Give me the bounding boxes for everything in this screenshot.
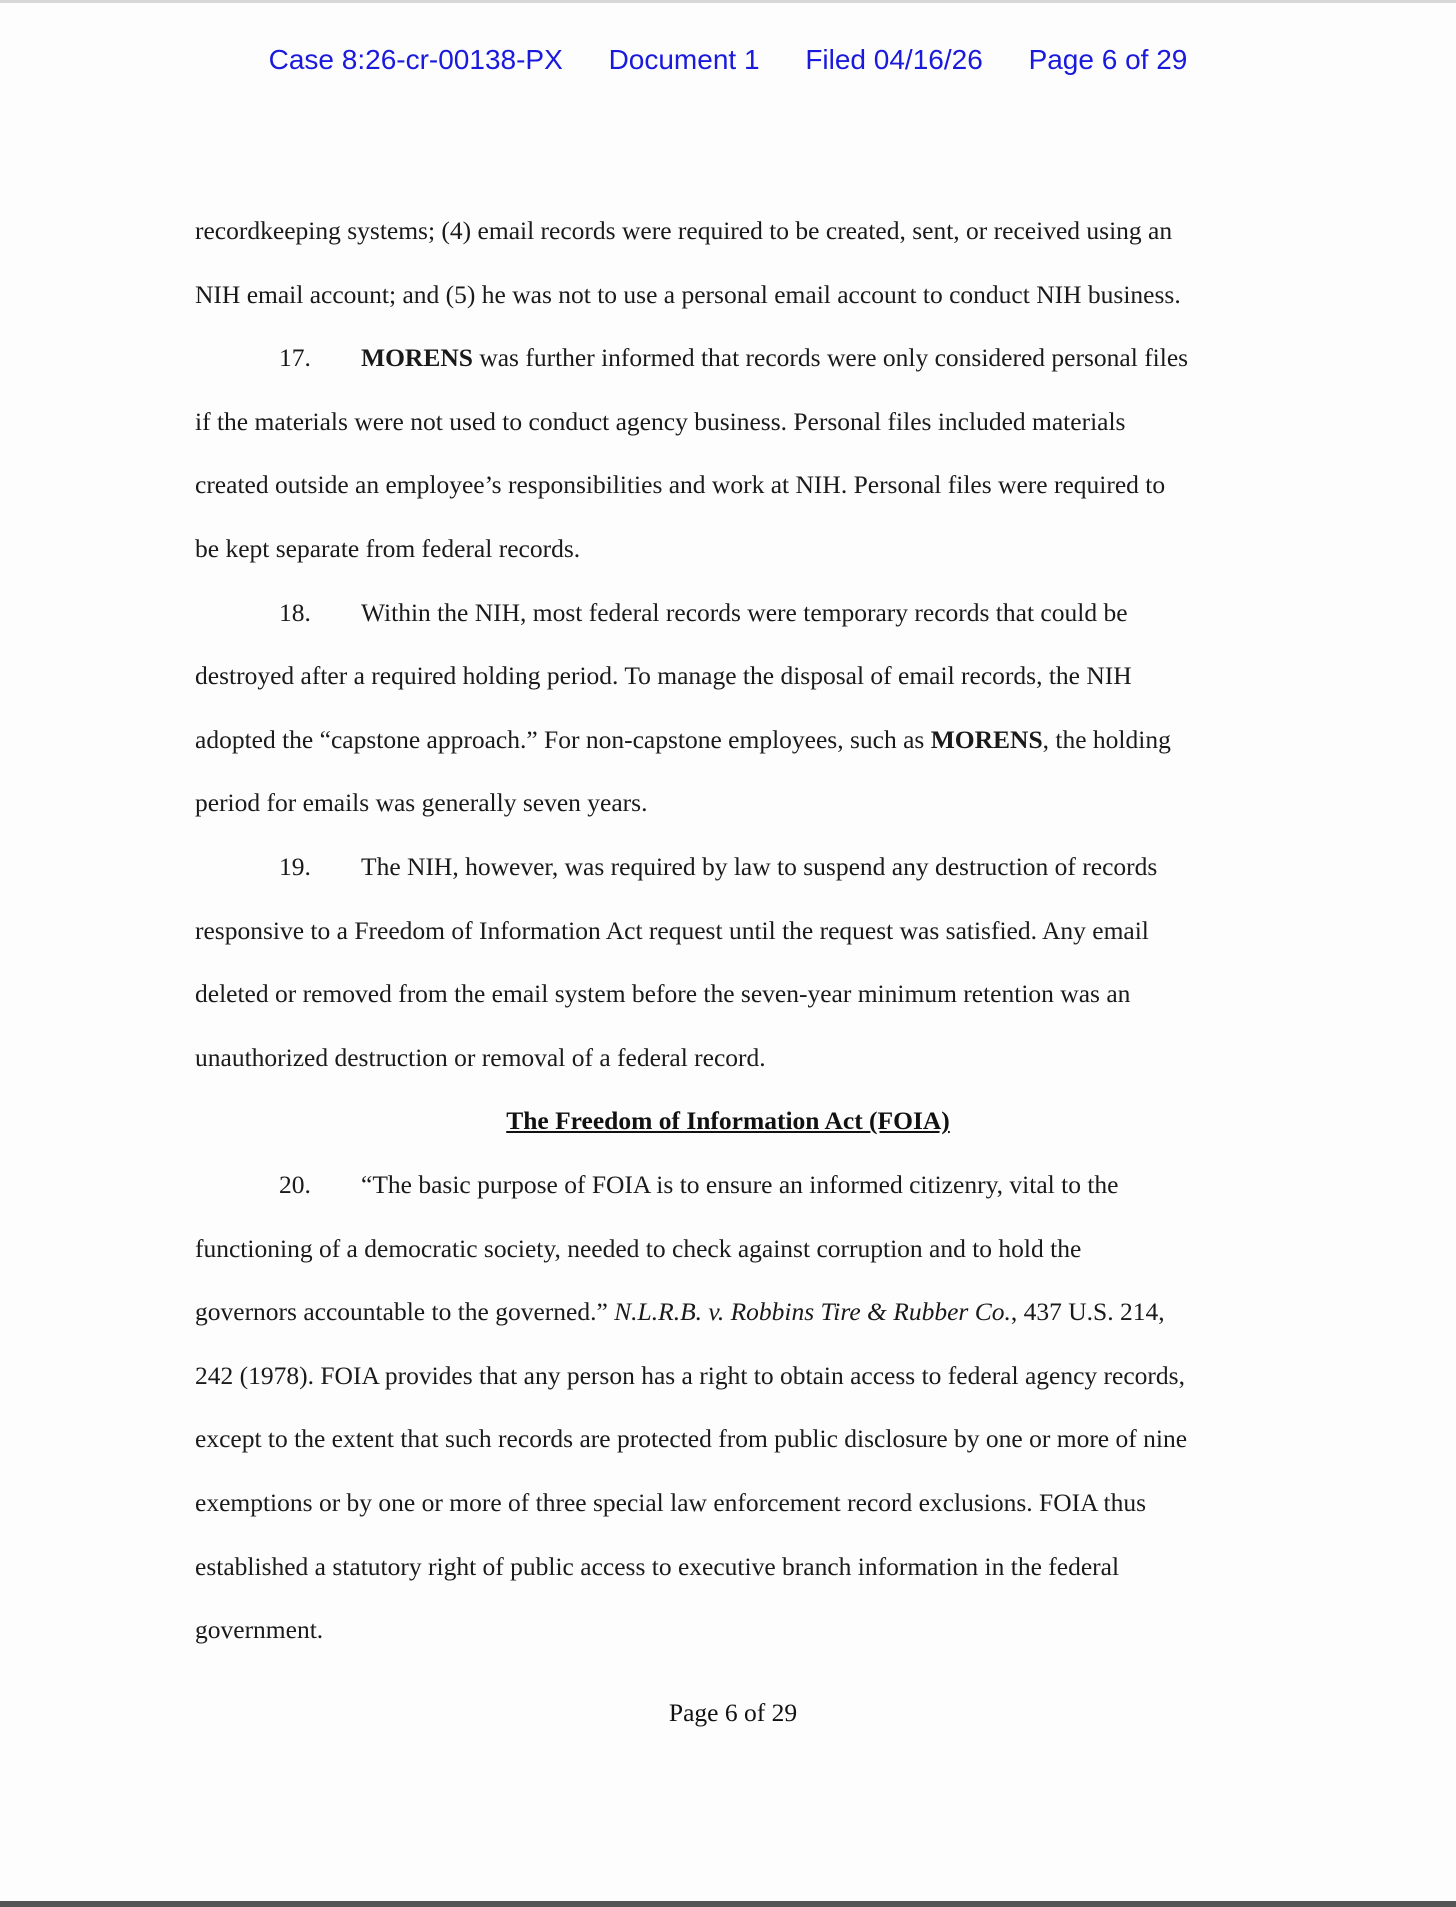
bold-name: MORENS [361,343,473,373]
text-line [361,343,1188,373]
text-run: responsive to a Freedom of Information Act request until the request was satisfied. Any email [195,915,1149,945]
text-line [195,788,647,818]
page-bottom-border [0,1901,1456,1907]
text-run: established a statutory right of public access to executive branch information in the federal [195,1551,1120,1581]
text-run: The NIH, however, was required by law to suspend any destruction of records [361,852,1158,881]
text-run: NIH email account; and (5) he was not to use a personal email account to conduct NIH business. [195,279,1181,309]
bold-name: MORENS [930,724,1043,754]
text-line [195,1424,1187,1454]
text-line [195,725,1171,755]
case-number: Case 8:26-cr-00138-PX [268,44,563,75]
paragraph-number: 17. [279,343,311,373]
text-line [361,852,1157,882]
text-run: if the materials were not used to conduct agency business. Personal files included materials [195,406,1126,436]
page-top-border [0,0,1456,3]
header-page-number: Page 6 of 29 [1028,44,1188,75]
ecf-header [0,44,1456,76]
case-citation: N.L.R.B. v. Robbins Tire & Rubber Co. [614,1297,1011,1327]
text-run: exemptions or by one or more of three special law enforcement record exclusions. FOIA thus [195,1488,1147,1517]
text-line [195,1552,1119,1582]
paragraph-number: 19. [279,852,311,881]
paragraph-number: 20. [279,1170,311,1199]
text-run: deleted or removed from the email system before the seven-year minimum retention was an [195,979,1131,1009]
text-run: 242 (1978). FOIA provides that any person has a right to obtain access to federal agency records, [195,1360,1185,1390]
text-run: period for emails was generally seven years. [195,788,648,818]
text-run: was further informed that records were only considered personal files [472,343,1189,373]
text-line [195,216,1172,246]
section-heading: The Freedom of Information Act (FOIA) [506,1106,950,1136]
document-number: Document 1 [608,44,760,75]
text-line [195,1043,766,1073]
text-run: be kept separate from federal records. [195,534,581,563]
text-run: government. [195,1615,324,1645]
text-run: functioning of a democratic society, needed to check against corruption and to hold the [195,1233,1082,1263]
text-line [195,1234,1081,1264]
text-run: “The basic purpose of FOIA is to ensure an informed citizenry, vital to the [361,1170,1119,1199]
text-run: destroyed after a required holding period. To manage the disposal of email records, the NIH [195,661,1132,691]
text-line [195,280,1181,310]
text-line [195,1488,1146,1518]
text-line [195,407,1125,437]
text-run: , 437 U.S. 214, [1010,1297,1165,1327]
filed-date: Filed 04/16/26 [805,44,983,75]
text-run: unauthorized destruction or removal of a federal record. [195,1042,766,1072]
text-run: governors accountable to the governed.” [195,1297,615,1327]
text-line [195,979,1130,1009]
text-line [195,534,580,564]
text-line [361,598,1128,628]
text-line [195,1297,1165,1327]
paragraph-number: 18. [279,597,311,627]
text-run: , the holding [1042,724,1171,754]
text-line [195,661,1132,691]
text-run: adopted the “capstone approach.” For non-capstone employees, such as [195,724,931,754]
text-line [195,1615,323,1645]
text-run: created outside an employee’s responsibilities and work at NIH. Personal files were required to [195,470,1166,500]
text-run: recordkeeping systems; (4) email records were required to be created, sent, or received using an [195,216,1173,245]
text-run: Within the NIH, most federal records were temporary records that could be [361,597,1128,627]
text-line [195,470,1165,500]
text-line [195,916,1149,946]
page-footer: Page 6 of 29 [668,1698,798,1727]
text-line [195,1361,1185,1391]
text-run: except to the extent that such records are protected from public disclosure by one or more of nine [195,1424,1188,1454]
text-line [361,1170,1118,1200]
